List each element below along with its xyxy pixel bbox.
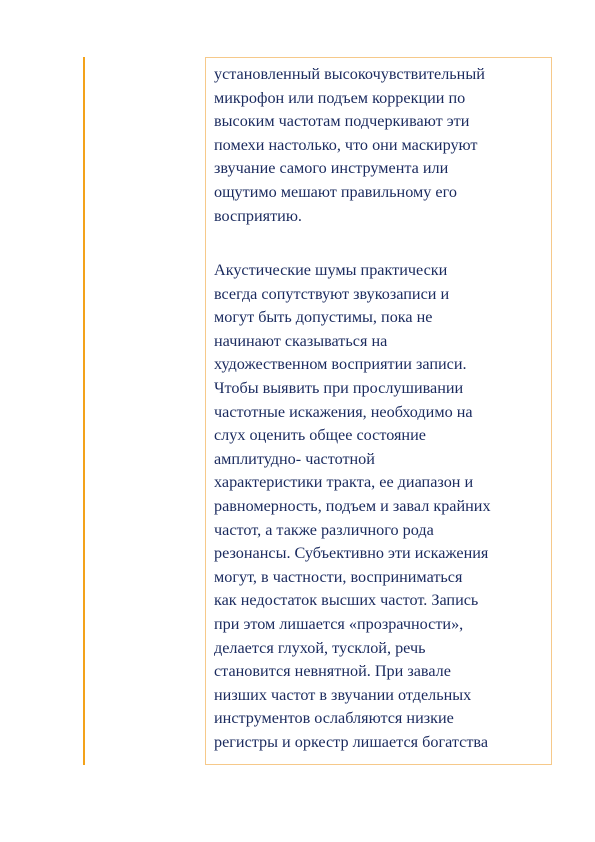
text-frame (205, 57, 552, 765)
paragraph-2: Акустические шумы практически всегда сопутствуют звукозаписи и могут быть допустимы, пока не начинают сказываться на художественном восприятии записи. Чтобы выявить при прослушивании частотные искажения, необходимо на слух оценить общее состояние амплитудно- частотной характеристики тракта, ее диапазон и равномерность, подъем и завал крайних частот, а также различного рода резонансы. Субъективно эти искажения могут, в частности, восприниматься как недостаток высших частот. Запись при этом лишается «прозрачности», делается глухой, тусклой, речь становится невнятной. При завале низших частот в звучании отдельных инструментов ослабляются низкие регистры и оркестр лишается богатства (214, 261, 491, 751)
paragraph-1: установленный высокочувствительный микрофон или подъем коррекции по высоким частотам подчеркивают эти помехи настолько, что они маскируют звучание самого инструмента или ощутимо мешают правильному его восприятию. (214, 65, 485, 225)
margin-rule (83, 57, 85, 765)
